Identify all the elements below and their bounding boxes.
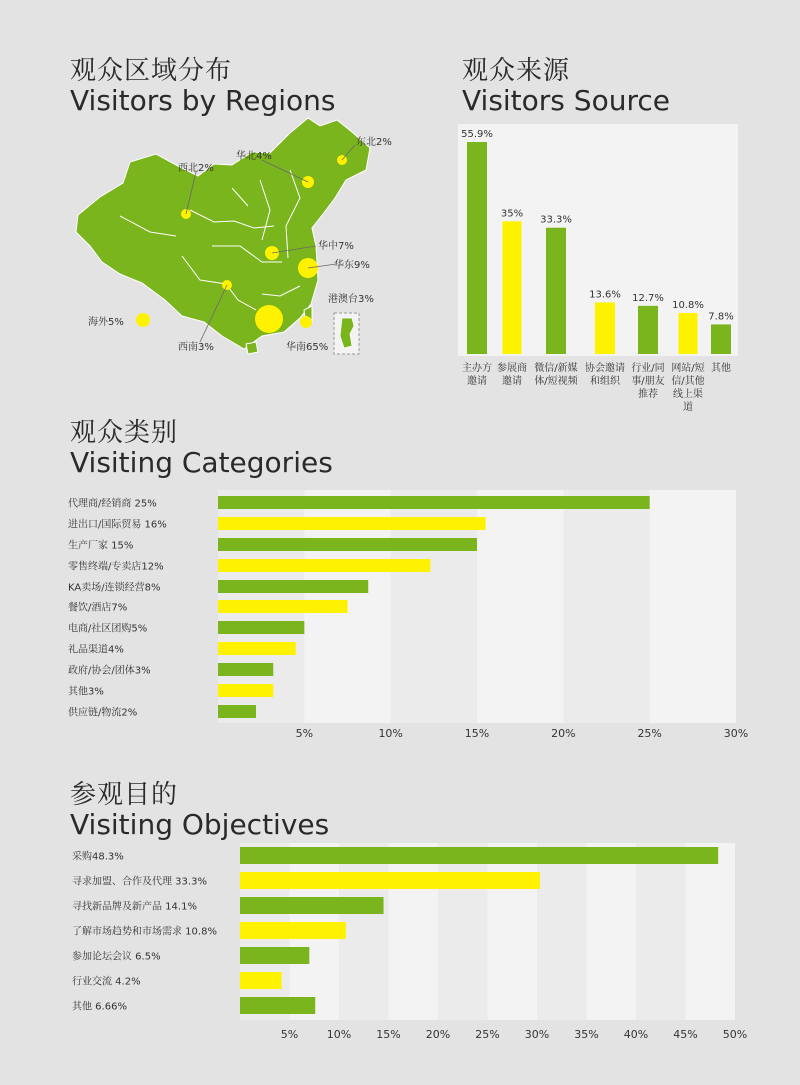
objectives-chart-g-category-label: 寻找新品牌及新产品 14.1% [72,901,197,913]
label-hmt: 港澳台3% [328,294,374,305]
source-category-label: 道 [683,402,693,413]
label-north: 华北4% [236,151,272,162]
grid-band [537,843,587,1020]
categories-chart-g-category-label: KA卖场/连锁经营8% [68,582,161,594]
label-northwest: 西北2% [178,163,214,174]
source-value-label: 7.8% [708,311,734,323]
categories-chart-g-category-label: 供应链/物流2% [68,707,138,719]
categories-chart-g-category-label: 零售终端/专卖店12% [68,561,164,573]
categories-chart-g-category-label: 礼品渠道4% [68,644,124,656]
objectives-chart-g-category-label: 采购48.3% [72,851,124,863]
source-category-label: 线上渠 [673,389,703,400]
grid-band [438,843,488,1020]
grid-band [339,843,389,1020]
source-category-label: 推荐 [638,389,658,400]
x-tick-label: 5% [295,727,314,740]
objectives-title-en: Visiting Objectives [70,808,330,841]
source-value-label: 12.7% [632,292,664,304]
categories-title-en: Visiting Categories [70,446,333,479]
objectives-chart-g-category-label: 其他 6.66% [72,1001,127,1013]
regions-title-cn: 观众区域分布 [70,56,233,86]
source-category-label: 和组织 [590,376,620,387]
source-title-en: Visitors Source [462,84,670,117]
categories-chart-g-category-label: 生产厂家 15% [68,540,134,552]
source-category-label: 参展商 [497,363,527,374]
objectives-chart-g-bar [240,922,346,939]
source-category-label: 协会邀请 [585,363,625,374]
source-category-label: 其他 [711,363,731,374]
x-tick-label: 25% [475,1028,500,1041]
source-category-label: 行业/同 [631,363,665,374]
source-category-label: 邀请 [502,376,522,387]
objectives-chart-g-category-label: 了解市场趋势和市场需求 10.8% [72,926,217,938]
categories-chart-g-category-label: 代理商/经销商 25% [68,498,157,510]
x-tick-label: 20% [551,727,576,740]
label-south: 华南65% [286,342,329,353]
x-tick-label: 40% [623,1028,649,1041]
source-title-cn: 观众来源 [462,56,571,86]
x-tick-label: 15% [464,727,490,740]
objectives-chart-g-category-label: 行业交流 4.2% [72,976,141,988]
objectives-chart-g-bar [240,972,282,989]
label-northeast: 东北2% [356,137,392,148]
objectives-chart-g-bar [240,947,309,964]
x-tick-label: 10% [326,1028,352,1041]
objectives-chart-g-bar [240,897,384,914]
objectives-chart-g-category-label: 参加论坛会议 6.5% [72,951,161,963]
categories-chart-g-category-label: 电商/社区团购5% [68,623,148,635]
x-tick-label: 35% [574,1028,599,1041]
label-southwest: 西南3% [178,342,214,353]
source-value-label: 33.3% [540,214,572,226]
categories-chart-g-category-label: 进出口/国际贸易 16% [68,519,167,531]
objectives-chart-g-bar [240,997,315,1014]
x-tick-label: 5% [280,1028,299,1041]
x-tick-label: 15% [376,1028,401,1041]
categories-chart-g-category-label: 餐饮/酒店7% [68,602,128,614]
categories-chart-g-category-label: 政府/协会/团体3% [68,665,151,677]
source-category-label: 邀请 [467,376,487,387]
source-value-label: 35% [500,208,524,220]
source-category-label: 事/朋友 [631,376,665,387]
source-category-label: 信/其他 [671,376,705,387]
x-tick-label: 20% [425,1028,451,1041]
objectives-chart-g-bar [240,872,540,889]
objectives-chart-g-category-label: 寻求加盟、合作及代理 33.3% [72,876,207,888]
x-tick-label: 10% [378,727,403,740]
label-overseas: 海外5% [88,317,124,328]
source-value-label: 13.6% [589,289,621,301]
x-tick-label: 25% [637,727,662,740]
x-tick-label: 30% [723,727,749,740]
source-category-label: 主办方 [462,363,492,374]
source-value-label: 10.8% [672,300,704,312]
source-category-label: 网站/短 [671,363,705,374]
categories-title-cn: 观众类别 [70,418,179,448]
source-category-label: 微信/新媒 [534,363,578,374]
source-value-label: 55.9% [461,129,493,140]
label-central: 华中7% [318,241,354,252]
x-tick-label: 50% [722,1028,748,1041]
x-tick-label: 45% [673,1028,698,1041]
objectives-title-cn: 参观目的 [70,780,179,810]
categories-chart-g-category-label: 其他3% [68,686,104,698]
objectives-chart-g-bar [240,847,718,864]
x-tick-label: 30% [524,1028,550,1041]
label-east: 华东9% [334,260,370,271]
source-category-label: 体/短视频 [534,376,578,387]
regions-title-en: Visitors by Regions [70,84,336,117]
grid-band [636,843,686,1020]
